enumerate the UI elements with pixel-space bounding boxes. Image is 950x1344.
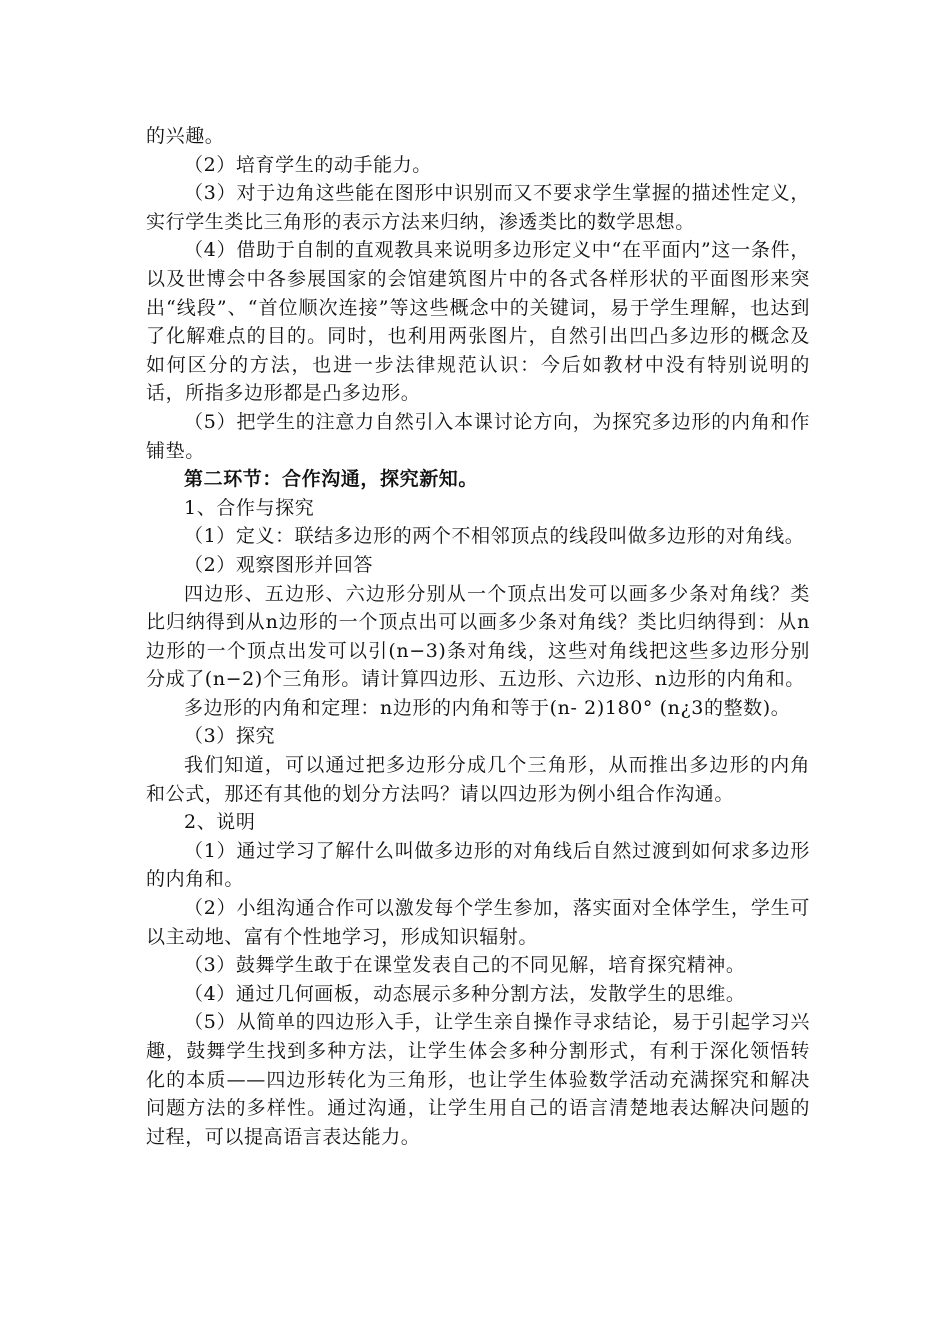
subsection-explanation: 2、说明 xyxy=(184,811,256,834)
paragraph-explain-4: （4）通过几何画板，动态展示多种分割方法，发散学生的思维。 xyxy=(184,982,746,1005)
paragraph-explore: 我们知道，可以通过把多边形分成几个三角形，从而推出多边形的内角和公式，那还有其他的划分方法吗？请以四边形为例小组合作沟通。 xyxy=(146,754,810,805)
paragraph-explain-1: （1）通过学习了解什么叫做多边形的对角线后自然过渡到如何求多边形的内角和。 xyxy=(146,839,810,891)
section-heading: 第二环节：合作沟通，探究新知。 xyxy=(184,468,479,491)
document-page xyxy=(146,122,810,1151)
subsection-cooperation: 1、合作与探究 xyxy=(184,496,315,519)
paragraph-continuation: 的兴趣。 xyxy=(146,125,225,147)
paragraph-observe: （2）观察图形并回答 xyxy=(184,553,374,576)
paragraph-point-4: （4）借助于自制的直观教具来说明多边形定义中“在平面内”这一条件，以及世博会中各参展国家的会馆建筑图片中的各式各样形状的平面图形来突出“线段”、“首位顺次连接”等这些概念中的关键词，易于学生理解，也达到了化解难点的目的。同时，也利用两张图片，自然引出凹凸多边形的概念及如何区分的方法，也进一步法律规范认识：今后如教材中没有特别说明的话，所指多边形都是凸多边形。 xyxy=(146,239,810,405)
paragraph-explore-label: （3）探究 xyxy=(184,725,276,748)
paragraph-theorem: 多边形的内角和定理：n边形的内角和等于(n- 2)180° (n¿3的整数)。 xyxy=(184,696,791,719)
paragraph-point-3: （3）对于边角这些能在图形中识别而又不要求学生掌握的描述性定义，实行学生类比三角形的表示方法来归纳，渗透类比的数学思想。 xyxy=(146,182,810,233)
paragraph-point-2: （2）培育学生的动手能力。 xyxy=(184,153,432,176)
paragraph-definition: （1）定义：联结多边形的两个不相邻顶点的线段叫做多边形的对角线。 xyxy=(184,525,805,548)
paragraph-explain-3: （3）鼓舞学生敢于在课堂发表自己的不同见解，培育探究精神。 xyxy=(184,954,746,977)
paragraph-explain-2: （2）小组沟通合作可以激发每个学生参加，落实面对全体学生，学生可以主动地、富有个性地学习，形成知识辐射。 xyxy=(146,897,810,948)
paragraph-diagonals: 四边形、五边形、六边形分别从一个顶点出发可以画多少条对角线？类比归纳得到从n边形的一个顶点出可以画多少条对角线？类比归纳得到：从n边形的一个顶点出发可以引(n−3)条对角线，这些对角线把这些多边形分别分成了(n−2)个三角形。请计算四边形、五边形、六边形、n边形的内角和。 xyxy=(146,582,810,691)
paragraph-point-5: （5）把学生的注意力自然引入本课讨论方向，为探究多边形的内角和作铺垫。 xyxy=(146,410,810,462)
paragraph-explain-5: （5）从简单的四边形入手，让学生亲自操作寻求结论，易于引起学习兴趣，鼓舞学生找到多种方法，让学生体会多种分割形式，有利于深化领悟转化的本质——四边形转化为三角形，也让学生体验数学活动充满探究和解决问题方法的多样性。通过沟通，让学生用自己的语言清楚地表达解决问题的过程，可以提高语言表达能力。 xyxy=(146,1011,810,1148)
